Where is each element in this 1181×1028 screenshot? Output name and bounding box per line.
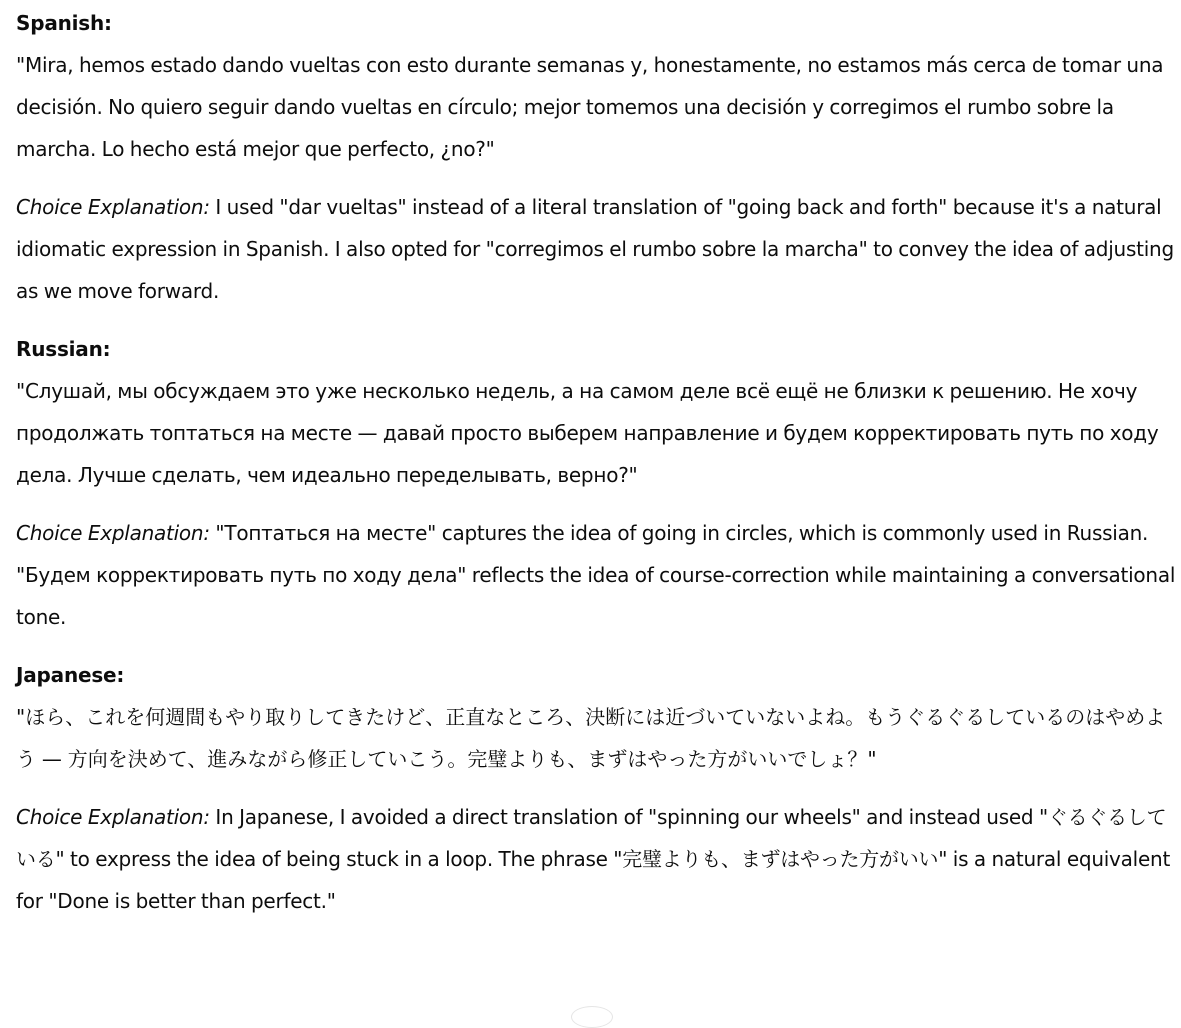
explanation-text: "Топтаться на месте" captures the idea of going in circles, which is commonly used in Russian. "Будем корректировать путь по ходу дела" reflects the idea of course-correction while maintaining a conversational tone. [16, 521, 1176, 629]
choice-explanation [16, 796, 1176, 922]
section-spanish [16, 6, 1176, 312]
translation-text: "ほら、これを何週間もやり取りしてきたけど、正直なところ、決断には近づいていないよね。もうぐるぐるしているのはやめよう — 方向を決めて、進みながら修正していこう。完璧よりも、まずはやった方がいいでしょ？" [16, 705, 1166, 771]
scroll-to-bottom-button[interactable] [571, 1006, 613, 1028]
section-russian [16, 332, 1176, 638]
section-heading: Spanish: [16, 11, 112, 35]
explanation-label: Choice Explanation: [16, 521, 210, 545]
choice-explanation [16, 512, 1176, 638]
section-heading: Japanese: [16, 663, 125, 687]
section-japanese [16, 658, 1176, 922]
translation-text: "Mira, hemos estado dando vueltas con esto durante semanas y, honestamente, no estamos más cerca de tomar una decisión. No quiero seguir dando vueltas en círculo; mejor tomemos una decisión y corregimos el rumbo sobre la marcha. Lo hecho está mejor que perfecto, ¿no?" [16, 53, 1164, 161]
explanation-label: Choice Explanation: [16, 805, 210, 829]
explanation-label: Choice Explanation: [16, 195, 210, 219]
message-content [16, 6, 1176, 942]
choice-explanation [16, 186, 1176, 312]
explanation-text: In Japanese, I avoided a direct translation of "spinning our wheels" and instead used "ぐるぐるしている" to express the idea of being stuck in a loop. The phrase "完璧よりも、まずはやった方がいい" is a natural equivalent for "Done is better than perfect." [16, 805, 1171, 913]
explanation-text: I used "dar vueltas" instead of a literal translation of "going back and forth" because it's a natural idiomatic expression in Spanish. I also opted for "corregimos el rumbo sobre la marcha" to convey the idea of adjusting as we move forward. [16, 195, 1174, 303]
section-heading: Russian: [16, 337, 111, 361]
translation-text: "Слушай, мы обсуждаем это уже несколько недель, а на самом деле всё ещё не близки к решению. Не хочу продолжать топтаться на месте — давай просто выберем направление и будем корректировать путь по ходу дела. Лучше сделать, чем идеально переделывать, верно?" [16, 379, 1159, 487]
